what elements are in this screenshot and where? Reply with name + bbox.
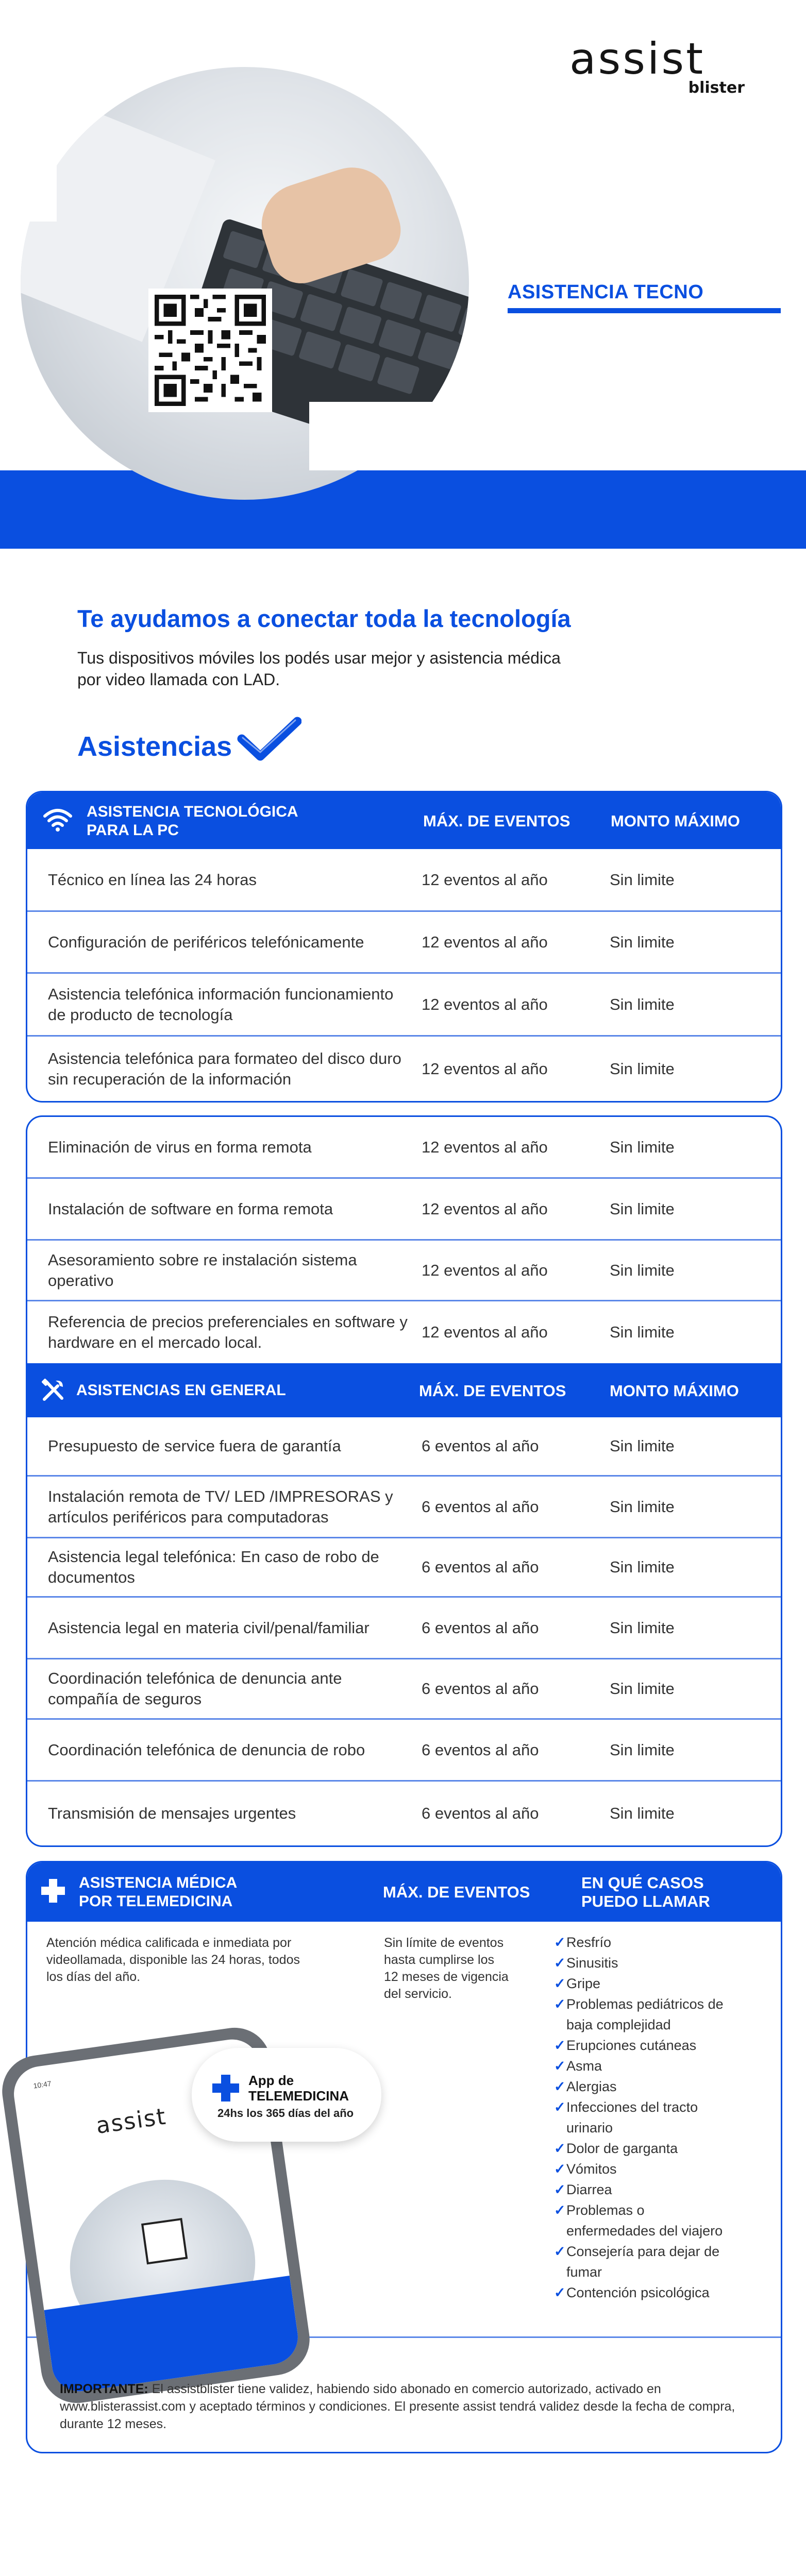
check-icon: ✓ <box>554 1955 566 1971</box>
medical-limit-line-3: 12 meses de vigencia <box>384 1970 509 1984</box>
case-item: ✓ Problemas o enfermedades del viajero <box>554 2200 736 2241</box>
check-icon: ✓ <box>554 2285 566 2300</box>
important-label: IMPORTANTE: <box>60 2382 148 2396</box>
row-amount: Sin limite <box>610 1199 675 1218</box>
check-icon: ✓ <box>554 2244 566 2259</box>
row-amount: Sin limite <box>610 1804 675 1822</box>
row-events: 12 eventos al año <box>422 1059 548 1078</box>
table-row <box>27 1477 781 1538</box>
row-description: Coordinación telefónica de denuncia ante compañía de seguros <box>48 1669 342 1708</box>
case-item: ✓ Asma <box>554 2056 736 2076</box>
checkmark-icon <box>234 716 301 762</box>
check-icon: ✓ <box>554 1935 566 1950</box>
case-item: ✓ Gripe <box>554 1973 736 1994</box>
row-description: Instalación remota de TV/ LED /IMPRESORAS y artículos periféricos para computadoras <box>48 1487 393 1526</box>
row-amount: Sin limite <box>610 933 675 951</box>
hero-tag-underline <box>508 308 781 313</box>
important-text: El assistblister tiene validez, habiendo sido abonado en comercio autorizado, activado en www.blisterassist.com y aceptado términos y condiciones. El presente assist tendrá validez desde la fecha de compra, durante 12 meses. <box>60 2382 735 2431</box>
case-item: ✓ Dolor de garganta <box>554 2138 736 2159</box>
tools-icon <box>40 1378 66 1403</box>
hero-tag: ASISTENCIA TECNO <box>508 281 704 303</box>
qr-code[interactable] <box>148 289 272 412</box>
check-icon: ✓ <box>554 2182 566 2197</box>
tech-col-events: MÁX. DE EVENTOS <box>423 812 570 830</box>
hero-cutout <box>0 67 57 222</box>
hero-band <box>0 470 806 549</box>
medical-limit-line-2: hasta cumplirse los <box>384 1953 494 1967</box>
medical-card-header <box>27 1862 781 1922</box>
brand-wordmark: assist <box>569 33 706 84</box>
row-events: 12 eventos al año <box>422 870 548 889</box>
table-row <box>27 1720 781 1782</box>
phone-qr-code <box>141 2218 188 2264</box>
row-description: Coordinación telefónica de denuncia de robo <box>48 1740 365 1759</box>
table-row <box>27 1782 781 1845</box>
medical-description <box>46 1935 356 1986</box>
intro-text <box>77 647 624 690</box>
row-description: Asistencia telefónica para formateo del disco duro sin recuperación de la información <box>48 1049 401 1088</box>
app-medical-cross-icon <box>211 2074 240 2103</box>
medical-card-title <box>79 1874 237 1911</box>
general-card-header <box>27 1363 781 1417</box>
case-item: ✓ Infecciones del tracto urinario <box>554 2097 736 2138</box>
case-item: ✓ Vómitos <box>554 2159 736 2179</box>
case-item: ✓ Sinusitis <box>554 1953 736 1973</box>
row-description: Instalación de software en forma remota <box>48 1199 333 1218</box>
important-note <box>60 2380 750 2433</box>
row-events: 12 eventos al año <box>422 995 548 1013</box>
tech-card-header <box>27 792 781 849</box>
row-events: 6 eventos al año <box>422 1680 539 1698</box>
row-description: Configuración de periféricos telefónicamente <box>48 933 364 951</box>
table-row <box>27 1301 781 1363</box>
row-description: Presupuesto de service fuera de garantía <box>48 1437 341 1455</box>
section-title: Asistencias <box>77 731 232 762</box>
row-description: Asistencia legal en materia civil/penal/familiar <box>48 1618 370 1637</box>
row-description: Transmisión de mensajes urgentes <box>48 1804 296 1822</box>
table-row <box>27 1417 781 1477</box>
row-events: 6 eventos al año <box>422 1618 539 1637</box>
row-description: Referencia de precios preferenciales en software y hardware en el mercado local. <box>48 1313 408 1351</box>
check-icon: ✓ <box>554 2099 566 2115</box>
app-bubble-line-2: TELEMEDICINA <box>248 2088 349 2104</box>
medical-limit-line-4: del servicio. <box>384 1987 452 2001</box>
medical-col-cases-line-2: PUEDO LLAMAR <box>581 1892 710 1910</box>
cases-list <box>554 1932 736 2303</box>
tech-card <box>26 791 782 1103</box>
check-icon: ✓ <box>554 2202 566 2218</box>
table-row <box>27 1241 781 1301</box>
app-bubble-line-1: App de <box>248 2073 294 2088</box>
brand-logo <box>569 33 745 97</box>
tech-title-line-2: PARA LA PC <box>87 822 179 839</box>
app-bubble-hours: 24hs los 365 días del año <box>217 2107 354 2120</box>
case-item: ✓ Resfrío <box>554 1932 736 1953</box>
app-bubble <box>192 2048 381 2142</box>
brand-sub: blister <box>688 79 745 97</box>
wifi-icon <box>43 808 73 832</box>
row-description: Asistencia legal telefónica: En caso de robo de documentos <box>48 1548 379 1586</box>
general-col-amount: MONTO MÁXIMO <box>610 1382 739 1400</box>
medical-cross-icon <box>40 1878 66 1904</box>
table-row <box>27 1117 781 1179</box>
case-item: ✓ Problemas pediátricos de baja complejidad <box>554 1994 736 2035</box>
check-icon: ✓ <box>554 2079 566 2094</box>
general-card <box>26 1115 782 1847</box>
phone-app-logo: assist <box>94 2103 169 2140</box>
tech-col-amount: MONTO MÁXIMO <box>611 812 740 830</box>
row-events: 6 eventos al año <box>422 1437 539 1455</box>
intro-line-2: por video llamada con LAD. <box>77 670 280 689</box>
tech-card-title <box>87 803 298 840</box>
table-row <box>27 1538 781 1598</box>
phone-time: 10:47 <box>32 2079 52 2090</box>
row-events: 12 eventos al año <box>422 1261 548 1279</box>
general-card-title: ASISTENCIAS EN GENERAL <box>76 1382 286 1399</box>
case-item: ✓ Consejería para dejar de fumar <box>554 2241 736 2282</box>
row-amount: Sin limite <box>610 1437 675 1455</box>
medical-col-cases <box>581 1874 710 1911</box>
table-row <box>27 974 781 1037</box>
table-row <box>27 849 781 912</box>
row-events: 12 eventos al año <box>422 1323 548 1341</box>
medical-col-events: MÁX. DE EVENTOS <box>383 1883 530 1901</box>
row-description: Asesoramiento sobre re instalación sistema operativo <box>48 1250 357 1290</box>
tech-title-line-1: ASISTENCIA TECNOLÓGICA <box>87 803 298 820</box>
row-events: 6 eventos al año <box>422 1558 539 1576</box>
check-icon: ✓ <box>554 2141 566 2156</box>
row-description: Asistencia telefónica información funcionamiento de producto de tecnología <box>48 985 394 1024</box>
row-events: 12 eventos al año <box>422 1199 548 1218</box>
row-events: 6 eventos al año <box>422 1740 539 1759</box>
intro-line-1: Tus dispositivos móviles los podés usar mejor y asistencia médica <box>77 649 561 667</box>
general-col-events: MÁX. DE EVENTOS <box>419 1382 566 1400</box>
medical-col-cases-line-1: EN QUÉ CASOS <box>581 1874 704 1892</box>
row-amount: Sin limite <box>610 1618 675 1637</box>
row-amount: Sin limite <box>610 1740 675 1759</box>
row-amount: Sin limite <box>610 1323 675 1341</box>
table-row <box>27 1659 781 1720</box>
medical-limit-line-1: Sin límite de eventos <box>384 1936 504 1950</box>
app-bubble-title <box>248 2073 351 2104</box>
medical-desc-line-2: videollamada, disponible las 24 horas, todos <box>46 1953 300 1967</box>
row-amount: Sin limite <box>610 995 675 1013</box>
row-events: 12 eventos al año <box>422 1138 548 1156</box>
row-amount: Sin limite <box>610 1680 675 1698</box>
table-row <box>27 912 781 974</box>
row-events: 12 eventos al año <box>422 933 548 951</box>
medical-title-line-2: POR TELEMEDICINA <box>79 1893 233 1910</box>
row-events: 6 eventos al año <box>422 1804 539 1822</box>
row-amount: Sin limite <box>610 1138 675 1156</box>
table-row <box>27 1037 781 1101</box>
row-amount: Sin limite <box>610 1558 675 1576</box>
medical-limit <box>384 1935 539 2003</box>
medical-desc-line-3: los días del año. <box>46 1970 141 1984</box>
table-row <box>27 1179 781 1241</box>
table-row <box>27 1598 781 1659</box>
row-description: Técnico en línea las 24 horas <box>48 870 257 889</box>
check-icon: ✓ <box>554 1976 566 1991</box>
hero-cutout-bottom <box>309 402 469 470</box>
check-icon: ✓ <box>554 2058 566 2074</box>
case-item: ✓ Contención psicológica <box>554 2282 736 2303</box>
check-icon: ✓ <box>554 2161 566 2177</box>
check-icon: ✓ <box>554 1996 566 2012</box>
row-amount: Sin limite <box>610 870 675 889</box>
row-amount: Sin limite <box>610 1261 675 1279</box>
medical-desc-line-1: Atención médica calificada e inmediata por <box>46 1936 292 1950</box>
row-events: 6 eventos al año <box>422 1497 539 1516</box>
case-item: ✓ Alergias <box>554 2076 736 2097</box>
row-amount: Sin limite <box>610 1059 675 1078</box>
row-amount: Sin limite <box>610 1497 675 1516</box>
row-description: Eliminación de virus en forma remota <box>48 1138 312 1156</box>
case-item: ✓ Erupciones cutáneas <box>554 2035 736 2056</box>
case-item: ✓ Diarrea <box>554 2179 736 2200</box>
intro-title: Te ayudamos a conectar toda la tecnología <box>77 605 571 632</box>
check-icon: ✓ <box>554 2038 566 2053</box>
medical-title-line-1: ASISTENCIA MÉDICA <box>79 1874 238 1891</box>
